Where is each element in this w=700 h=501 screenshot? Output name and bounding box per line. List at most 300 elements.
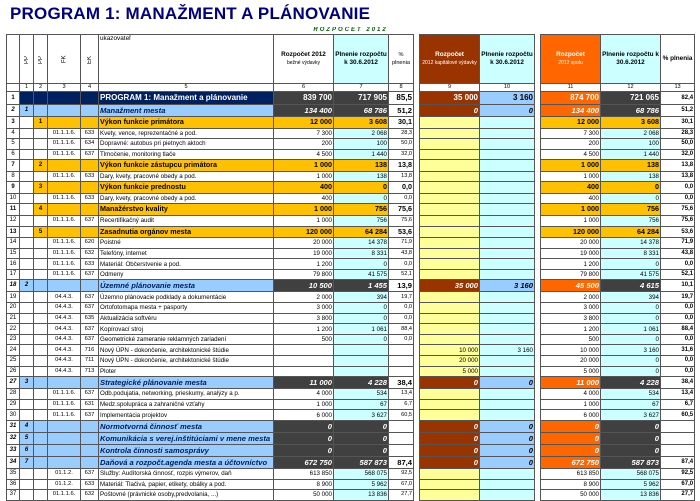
header-pct-1: % plnenia — [389, 35, 414, 84]
row-pp — [20, 479, 34, 490]
row-pp2 — [34, 389, 48, 400]
row-ek: 631 — [81, 399, 99, 410]
row-plnenie-2 — [480, 193, 535, 204]
row-label: Normotvorná činnosť mesta — [99, 420, 274, 432]
row-plnenie-1: 67 — [334, 399, 389, 410]
row-label: Nový ÚPN - dokončenie, architektonické štúdie — [99, 356, 274, 367]
row-fk — [48, 280, 81, 292]
table-row — [7, 259, 695, 270]
row-plnenie-3: 0 — [601, 259, 661, 270]
row-rozpocet-spolu: 4 500 — [541, 149, 601, 160]
row-label: Medz.spolupráca a zahraničné vzťahy — [99, 399, 274, 410]
row-label: Dary, kvety, pracovné obedy a pod. — [99, 193, 274, 204]
table-row — [7, 303, 695, 314]
row-number: 32 — [7, 432, 20, 444]
row-plnenie-1: 2 068 — [334, 128, 389, 139]
row-pp2 — [34, 269, 48, 280]
row-pct-1: 53,6 — [389, 226, 414, 238]
row-rozpocet-bezne: 672 750 — [274, 456, 334, 468]
row-rozpocet-spolu: 120 000 — [541, 226, 601, 238]
row-pct-3: 0,0 — [661, 313, 695, 324]
row-rozpocet-kap: 35 000 — [420, 280, 480, 292]
table-row — [7, 292, 695, 303]
row-plnenie-1: 3 608 — [334, 117, 389, 129]
row-pct-3 — [661, 444, 695, 456]
row-fk: 01.1.1.6. — [48, 410, 81, 421]
row-fk — [48, 444, 81, 456]
row-number: 19 — [7, 292, 20, 303]
row-rozpocet-spolu: 2 000 — [541, 292, 601, 303]
row-rozpocet-bezne: 1 000 — [274, 171, 334, 182]
row-plnenie-1: 0 — [334, 303, 389, 314]
row-number: 34 — [7, 456, 20, 468]
row-rozpocet-spolu: 12 000 — [541, 117, 601, 129]
row-ek: 637 — [81, 334, 99, 345]
row-pct-3: 92,5 — [661, 468, 695, 479]
row-pp — [20, 366, 34, 377]
row-pp2 — [34, 366, 48, 377]
row-rozpocet-kap: 0 — [420, 105, 480, 117]
row-rozpocet-kap — [420, 139, 480, 150]
row-label: Zasadnutia orgánov mesta — [99, 226, 274, 238]
row-label: Manažérstvo kvality — [99, 204, 274, 216]
row-plnenie-1: 0 — [334, 313, 389, 324]
row-number: 29 — [7, 399, 20, 410]
row-rozpocet-bezne: 4 500 — [274, 149, 334, 160]
row-plnenie-1: 5 962 — [334, 479, 389, 490]
row-pct-1: 19,7 — [389, 292, 414, 303]
table-row — [7, 313, 695, 324]
row-pct-3: 32,0 — [661, 149, 695, 160]
row-fk: 01.1.1.6. — [48, 389, 81, 400]
row-plnenie-3: 0 — [601, 182, 661, 194]
row-ek: 633 — [81, 171, 99, 182]
row-number: 30 — [7, 410, 20, 421]
row-pct-3: 28,3 — [661, 128, 695, 139]
row-number: 6 — [7, 149, 20, 160]
row-plnenie-3: 0 — [601, 444, 661, 456]
row-rozpocet-spolu: 20 000 — [541, 238, 601, 249]
table-row — [7, 389, 695, 400]
row-rozpocet-bezne: 0 — [274, 432, 334, 444]
row-pct-3: 87,4 — [661, 456, 695, 468]
row-pct-1: 6,7 — [389, 399, 414, 410]
header-plnenie-2: Plnenie rozpočtu k 30.6.2012 — [480, 35, 535, 84]
row-rozpocet-bezne: 1 200 — [274, 324, 334, 335]
row-pp: 1 — [20, 105, 34, 117]
row-ek — [81, 117, 99, 129]
row-rozpocet-kap — [420, 193, 480, 204]
row-rozpocet-kap — [420, 410, 480, 421]
row-pct-3: 50,0 — [661, 139, 695, 150]
row-rozpocet-kap — [420, 117, 480, 129]
row-rozpocet-spolu: 11 000 — [541, 377, 601, 389]
row-rozpocet-bezne: 20 000 — [274, 238, 334, 249]
table-row — [7, 204, 695, 216]
row-pct-3: 13,8 — [661, 160, 695, 172]
row-rozpocet-spolu: 1 000 — [541, 160, 601, 172]
row-pct-1: 27,7 — [389, 490, 414, 501]
row-rozpocet-spolu: 6 000 — [541, 410, 601, 421]
row-pp2 — [34, 324, 48, 335]
row-rozpocet-kap — [420, 204, 480, 216]
row-plnenie-2: 3 160 — [480, 92, 535, 105]
row-plnenie-2 — [480, 303, 535, 314]
row-rozpocet-bezne: 3 800 — [274, 313, 334, 324]
row-ek: 637 — [81, 389, 99, 400]
row-rozpocet-kap — [420, 313, 480, 324]
row-ek: 637 — [81, 410, 99, 421]
row-rozpocet-spolu: 50 000 — [541, 490, 601, 501]
row-pp — [20, 139, 34, 150]
row-ek: 637 — [81, 269, 99, 280]
row-plnenie-2 — [480, 269, 535, 280]
row-pp2 — [34, 92, 48, 105]
row-plnenie-3: 3 627 — [601, 410, 661, 421]
row-label: Poštovné (právnické osoby,predvolania, ...) — [99, 490, 274, 501]
row-plnenie-3: 5 962 — [601, 479, 661, 490]
row-plnenie-3: 13 836 — [601, 490, 661, 501]
row-pp — [20, 410, 34, 421]
index-cell: 5 — [99, 84, 274, 92]
row-number: 33 — [7, 444, 20, 456]
row-rozpocet-spolu: 1 000 — [541, 399, 601, 410]
row-plnenie-3: 0 — [601, 420, 661, 432]
row-pp2: 1 — [34, 117, 48, 129]
row-rozpocet-spolu: 613 850 — [541, 468, 601, 479]
row-pct-1: 13,8 — [389, 160, 414, 172]
row-plnenie-1: 138 — [334, 160, 389, 172]
row-pp — [20, 389, 34, 400]
row-plnenie-1: 64 284 — [334, 226, 389, 238]
index-cell: 8 — [389, 84, 414, 92]
header-fk: FK — [48, 35, 81, 84]
row-plnenie-3: 100 — [601, 139, 661, 150]
header-rozpocet-spolu — [541, 35, 601, 84]
row-rozpocet-kap — [420, 215, 480, 226]
row-plnenie-2 — [480, 313, 535, 324]
row-pct-1: 0,0 — [389, 193, 414, 204]
row-ek — [81, 432, 99, 444]
row-pp2: 2 — [34, 160, 48, 172]
row-label: Kvety, vence, reprezentačné a pod. — [99, 128, 274, 139]
row-rozpocet-spolu: 1 000 — [541, 171, 601, 182]
table-row — [7, 160, 695, 172]
row-rozpocet-kap: 0 — [420, 444, 480, 456]
row-pct-3: 27,7 — [661, 490, 695, 501]
row-pct-3: 51,2 — [661, 105, 695, 117]
row-rozpocet-bezne: 200 — [274, 139, 334, 150]
row-ek — [81, 92, 99, 105]
row-pct-3: 60,5 — [661, 410, 695, 421]
row-pp2 — [34, 215, 48, 226]
row-label: Územné plánovanie mesta — [99, 280, 274, 292]
row-rozpocet-bezne: 79 800 — [274, 269, 334, 280]
row-ek: 633 — [81, 479, 99, 490]
row-rozpocet-kap — [420, 468, 480, 479]
row-pp — [20, 303, 34, 314]
table-row — [7, 139, 695, 150]
row-pp — [20, 356, 34, 367]
row-pct-3: 82,4 — [661, 92, 695, 105]
row-number: 18 — [7, 280, 20, 292]
row-plnenie-3: 0 — [601, 334, 661, 345]
row-pct-3: 0,0 — [661, 182, 695, 194]
row-rozpocet-kap — [420, 226, 480, 238]
budget-band: ROZPOČET 2012 — [7, 27, 695, 35]
row-pct-3: 30,1 — [661, 117, 695, 129]
row-fk — [48, 92, 81, 105]
row-plnenie-1 — [334, 345, 389, 356]
row-rozpocet-kap: 35 000 — [420, 92, 480, 105]
row-label: Výkon funkcie prednostu — [99, 182, 274, 194]
row-rozpocet-kap — [420, 171, 480, 182]
index-cell: 13 — [661, 84, 695, 92]
row-rozpocet-kap — [420, 160, 480, 172]
row-pct-3: 10,1 — [661, 280, 695, 292]
row-plnenie-2: 0 — [480, 420, 535, 432]
row-pp2 — [34, 410, 48, 421]
row-plnenie-2 — [480, 292, 535, 303]
row-pp2 — [34, 149, 48, 160]
row-plnenie-2 — [480, 399, 535, 410]
row-pp2: 5 — [34, 226, 48, 238]
row-ek: 637 — [81, 292, 99, 303]
row-pp2 — [34, 334, 48, 345]
row-number: 35 — [7, 468, 20, 479]
row-rozpocet-bezne: 7 300 — [274, 128, 334, 139]
row-rozpocet-bezne: 2 000 — [274, 292, 334, 303]
header-plnenie-1: Plnenie rozpočtu k 30.6.2012 — [334, 35, 389, 84]
table-row — [7, 182, 695, 194]
row-plnenie-2 — [480, 324, 535, 335]
row-plnenie-2: 3 160 — [480, 345, 535, 356]
row-pct-1: 60,5 — [389, 410, 414, 421]
row-number: 17 — [7, 269, 20, 280]
row-pct-3: 0,0 — [661, 259, 695, 270]
table-row — [7, 117, 695, 129]
row-rozpocet-kap — [420, 182, 480, 194]
row-rozpocet-bezne: 4 000 — [274, 389, 334, 400]
row-number: 12 — [7, 215, 20, 226]
row-label: Geometrické zameranie reklamných zariadení — [99, 334, 274, 345]
row-fk: 01.1.2. — [48, 479, 81, 490]
row-plnenie-3: 756 — [601, 204, 661, 216]
row-rozpocet-kap: 0 — [420, 377, 480, 389]
row-plnenie-2 — [480, 226, 535, 238]
row-number: 1 — [7, 92, 20, 105]
row-pct-1: 51,2 — [389, 105, 414, 117]
row-rozpocet-kap — [420, 269, 480, 280]
table-row — [7, 105, 695, 117]
row-ek: 637 — [81, 149, 99, 160]
row-plnenie-2: 0 — [480, 105, 535, 117]
row-plnenie-3: 4 228 — [601, 377, 661, 389]
row-fk: 01.1.1.6. — [48, 149, 81, 160]
row-ek — [81, 160, 99, 172]
row-label: PROGRAM 1: Manažment a plánovanie — [99, 92, 274, 105]
row-pct-1: 0,0 — [389, 313, 414, 324]
row-ek: 637 — [81, 303, 99, 314]
row-rozpocet-bezne: 10 500 — [274, 280, 334, 292]
row-pct-1: 13,4 — [389, 389, 414, 400]
row-ek: 633 — [81, 128, 99, 139]
row-plnenie-2 — [480, 215, 535, 226]
row-plnenie-1: 568 075 — [334, 468, 389, 479]
row-pct-1: 32,0 — [389, 149, 414, 160]
row-rozpocet-spolu: 3 000 — [541, 303, 601, 314]
row-plnenie-3: 534 — [601, 389, 661, 400]
row-fk: 04.4.3. — [48, 334, 81, 345]
row-pp — [20, 345, 34, 356]
row-pct-1: 0,0 — [389, 334, 414, 345]
row-pct-3: 43,8 — [661, 248, 695, 259]
row-pp — [20, 259, 34, 270]
row-rozpocet-bezne: 12 000 — [274, 117, 334, 129]
row-ek — [81, 105, 99, 117]
row-plnenie-1: 13 836 — [334, 490, 389, 501]
row-ek: 633 — [81, 259, 99, 270]
row-pp2: 3 — [34, 182, 48, 194]
row-plnenie-1: 8 331 — [334, 248, 389, 259]
row-number: 23 — [7, 334, 20, 345]
row-plnenie-1: 3 627 — [334, 410, 389, 421]
table-row — [7, 366, 695, 377]
row-pp2 — [34, 456, 48, 468]
row-rozpocet-kap — [420, 259, 480, 270]
row-rozpocet-kap — [420, 303, 480, 314]
row-label: Nový ÚPN - dokončenie, architektonické štúdie — [99, 345, 274, 356]
row-pct-1 — [389, 356, 414, 367]
table-row — [7, 171, 695, 182]
index-cell: 9 — [420, 84, 480, 92]
row-rozpocet-spolu: 500 — [541, 334, 601, 345]
row-plnenie-2: 0 — [480, 377, 535, 389]
row-plnenie-2 — [480, 248, 535, 259]
row-rozpocet-spolu: 5 000 — [541, 366, 601, 377]
row-pp — [20, 468, 34, 479]
row-plnenie-2: 0 — [480, 456, 535, 468]
row-pct-3 — [661, 432, 695, 444]
row-plnenie-2 — [480, 128, 535, 139]
row-plnenie-3: 1 440 — [601, 149, 661, 160]
row-pct-1: 85,5 — [389, 92, 414, 105]
row-plnenie-3: 64 284 — [601, 226, 661, 238]
row-plnenie-1: 41 575 — [334, 269, 389, 280]
row-pct-1 — [389, 432, 414, 444]
row-pct-1: 28,3 — [389, 128, 414, 139]
row-fk — [48, 226, 81, 238]
header-rozpocet-bezne-sub: bežné výdavky — [286, 60, 321, 66]
row-number: 5 — [7, 139, 20, 150]
row-plnenie-3: 68 786 — [601, 105, 661, 117]
table-row — [7, 432, 695, 444]
row-rozpocet-bezne: 19 000 — [274, 248, 334, 259]
row-ek — [81, 182, 99, 194]
table-row — [7, 456, 695, 468]
row-pp2 — [34, 377, 48, 389]
row-pct-3: 38,4 — [661, 377, 695, 389]
index-cell: 7 — [334, 84, 389, 92]
row-plnenie-3: 3 608 — [601, 117, 661, 129]
row-rozpocet-spolu: 200 — [541, 139, 601, 150]
row-pct-1: 67,0 — [389, 479, 414, 490]
row-rozpocet-kap — [420, 149, 480, 160]
row-pp: 6 — [20, 444, 34, 456]
row-rozpocet-kap: 0 — [420, 420, 480, 432]
row-plnenie-3: 2 068 — [601, 128, 661, 139]
row-plnenie-3: 394 — [601, 292, 661, 303]
row-pp2 — [34, 171, 48, 182]
row-pct-1: 71,9 — [389, 238, 414, 249]
table-row — [7, 280, 695, 292]
row-pp — [20, 193, 34, 204]
row-pct-3: 75,6 — [661, 215, 695, 226]
row-pct-3: 13,8 — [661, 171, 695, 182]
row-pct-1: 13,9 — [389, 280, 414, 292]
row-fk: 01.1.2. — [48, 468, 81, 479]
row-rozpocet-kap — [420, 292, 480, 303]
row-rozpocet-bezne: 613 850 — [274, 468, 334, 479]
row-ek — [81, 280, 99, 292]
row-plnenie-3: 138 — [601, 160, 661, 172]
row-rozpocet-bezne: 839 700 — [274, 92, 334, 105]
row-plnenie-1: 1 061 — [334, 324, 389, 335]
row-rozpocet-bezne: 50 000 — [274, 490, 334, 501]
row-plnenie-3: 14 378 — [601, 238, 661, 249]
index-cell: 2 — [34, 84, 48, 92]
row-pct-1: 38,4 — [389, 377, 414, 389]
row-pct-3: 88,4 — [661, 324, 695, 335]
row-plnenie-1: 0 — [334, 432, 389, 444]
row-fk — [48, 160, 81, 172]
header-row — [7, 35, 695, 84]
index-cell: 6 — [274, 84, 334, 92]
row-fk: 04.4.3. — [48, 292, 81, 303]
row-plnenie-1: 0 — [334, 193, 389, 204]
row-label: Recertifikačný audit — [99, 215, 274, 226]
row-rozpocet-bezne — [274, 366, 334, 377]
row-pp2 — [34, 313, 48, 324]
row-pct-1: 30,1 — [389, 117, 414, 129]
row-plnenie-2: 3 160 — [480, 280, 535, 292]
row-rozpocet-kap — [420, 389, 480, 400]
table-row — [7, 444, 695, 456]
row-plnenie-2 — [480, 356, 535, 367]
row-fk: 04.4.3. — [48, 324, 81, 335]
row-rozpocet-bezne — [274, 356, 334, 367]
row-number: 11 — [7, 204, 20, 216]
row-pp — [20, 238, 34, 249]
row-plnenie-1: 534 — [334, 389, 389, 400]
row-fk: 01.1.1.6. — [48, 238, 81, 249]
row-pct-1: 13,8 — [389, 171, 414, 182]
row-rozpocet-spolu: 0 — [541, 420, 601, 432]
row-rozpocet-spolu: 79 800 — [541, 269, 601, 280]
index-cell: 11 — [541, 84, 601, 92]
row-label: Odmeny — [99, 269, 274, 280]
row-plnenie-2 — [480, 479, 535, 490]
row-plnenie-1: 0 — [334, 444, 389, 456]
row-plnenie-1: 100 — [334, 139, 389, 150]
row-rozpocet-bezne: 400 — [274, 182, 334, 194]
header-pp2: PP — [34, 35, 48, 84]
row-pct-3: 0,0 — [661, 193, 695, 204]
row-plnenie-3: 721 065 — [601, 92, 661, 105]
row-label: Strategické plánovanie mesta — [99, 377, 274, 389]
row-number: 2 — [7, 105, 20, 117]
row-pp — [20, 226, 34, 238]
